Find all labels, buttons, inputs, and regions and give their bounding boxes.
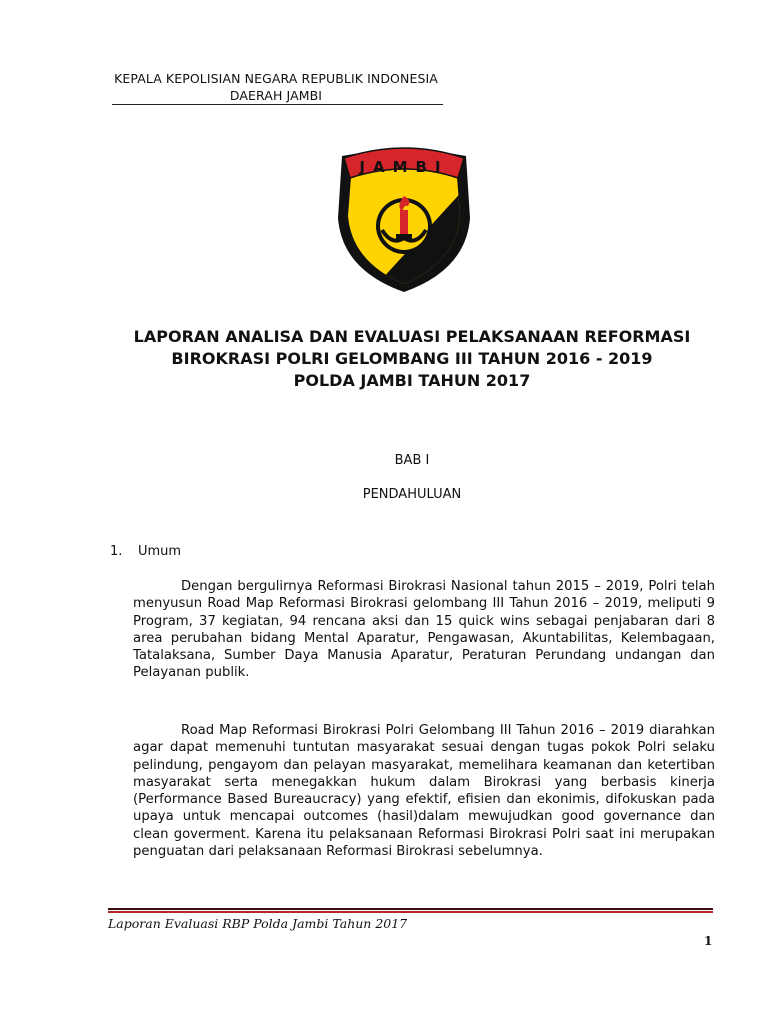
footer-rule-top: [108, 908, 713, 910]
header-line-2: DAERAH JAMBI: [229, 88, 323, 103]
title-line-1: LAPORAN ANALISA DAN EVALUASI PELAKSANAAN REFORMASI: [133, 327, 691, 346]
paragraph-2: Road Map Reformasi Birokrasi Polri Gelombang III Tahun 2016 – 2019 diarahkan agar dapat memenuhi tuntutan masyarakat sesuai dengan tugas pokok Polri selaku pelindung, pengayom dan pelayan masyarakat, memelihara keamanan dan ketertiban masyarakat serta menegakkan hukum dalam Birokrasi yang berbasis kinerja (Performance Based Bureaucracy) yang efektif, efisien dan ekonimis, difokuskan pada upaya untuk mencapai outcomes (hasil)dalam mewujudkan good governance dan clean goverment. Karena itu pelaksanaan Reformasi Birokrasi Polri saat ini merupakan penguatan dari pelaksanaan Reformasi Birokrasi sebelumnya.: [133, 723, 715, 860]
footer-rule-bottom: [108, 911, 713, 913]
footer-text: Laporan Evaluasi RBP Polda Jambi Tahun 2017: [108, 916, 408, 931]
title-line-2: BIROKRASI POLRI GELOMBANG III TAHUN 2016 - 2019: [171, 349, 653, 368]
document-header: [108, 70, 444, 104]
report-title: [108, 326, 716, 392]
header-line-1: KEPALA KEPOLISIAN NEGARA REPUBLIK INDONESIA: [114, 71, 438, 86]
header-underline: [112, 104, 443, 105]
chapter-name: PENDAHULUAN: [362, 487, 462, 502]
title-line-3: POLDA JAMBI TAHUN 2017: [293, 371, 531, 390]
section-title: Umum: [138, 544, 182, 559]
section-number: 1.: [110, 544, 123, 559]
paragraph-1: Dengan bergulirnya Reformasi Birokrasi Nasional tahun 2015 – 2019, Polri telah menyusun Road Map Reformasi Birokrasi gelombang III Tahun 2016 – 2019, meliputi 9 Program, 37 kegiatan, 94 rencana aksi dan 15 quick wins sebagai penjabaran dari 8 area perubahan bidang Mental Aparatur, Pengawasan, Akuntabilitas, Kelembagaan, Tatalaksana, Sumber Daya Manusia Aparatur, Peraturan Perundang undangan dan Pelayanan publik.: [133, 579, 715, 681]
chapter-label: BAB I: [394, 453, 430, 468]
banner-text: JAMBI: [359, 158, 449, 176]
polda-jambi-emblem: [330, 134, 478, 292]
page-number: 1: [704, 934, 713, 948]
section-heading: [110, 544, 181, 559]
